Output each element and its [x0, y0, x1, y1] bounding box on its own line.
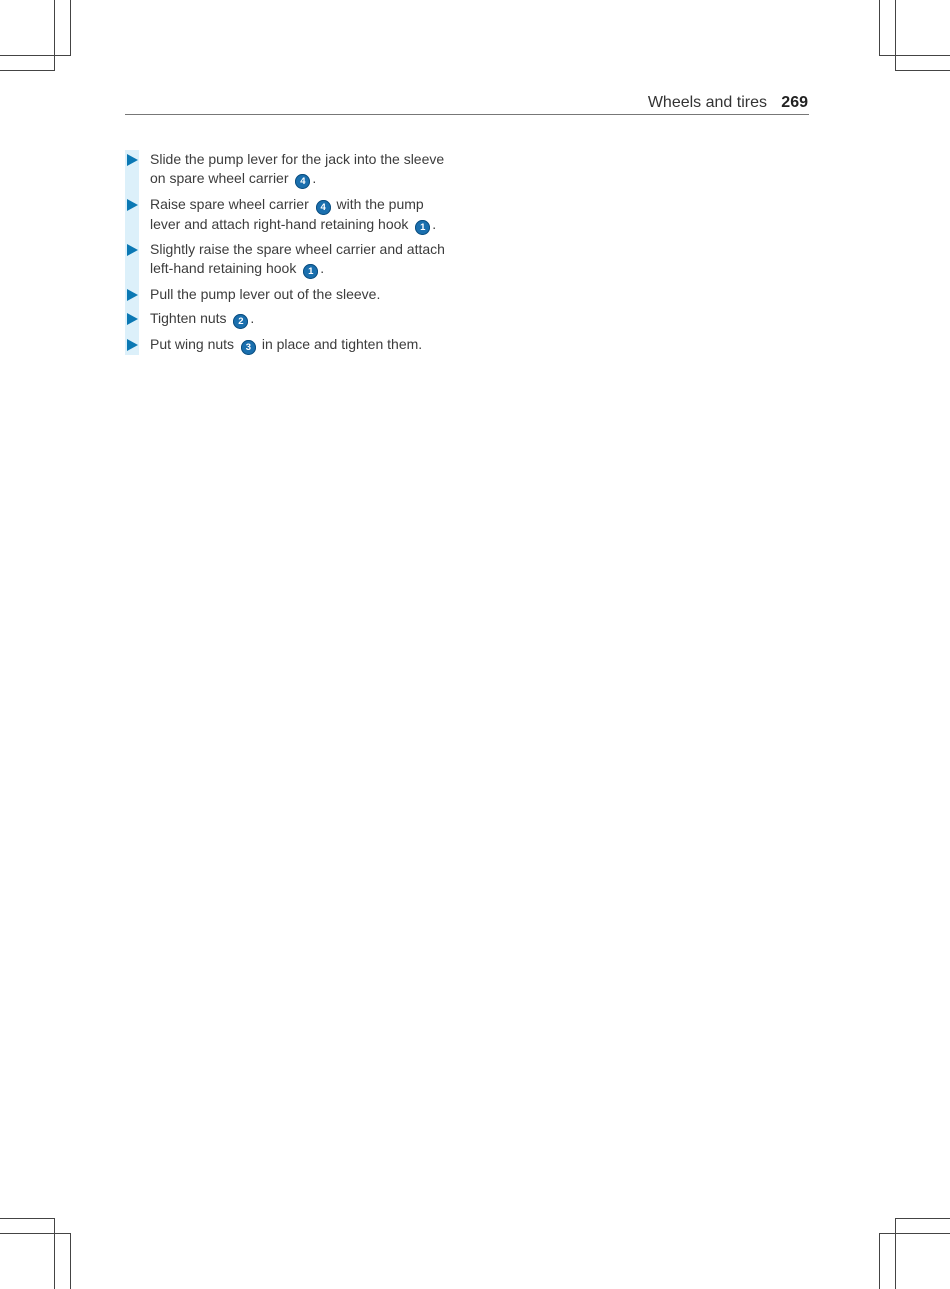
triangle-right-icon	[127, 154, 138, 166]
instruction-steps	[125, 150, 455, 360]
section-title: Wheels and tires	[647, 94, 767, 111]
crop-mark-bottom-right-horizontal-outer	[879, 1233, 950, 1234]
step-text: Tighten nuts 2 .	[150, 310, 255, 327]
triangle-right-icon	[127, 289, 138, 301]
instruction-step	[125, 335, 455, 355]
callout-number-icon: 1	[303, 264, 318, 279]
crop-mark-top-left-horizontal	[0, 55, 71, 56]
crop-mark-bottom-left-vertical	[54, 1218, 55, 1289]
instruction-step	[125, 195, 455, 235]
running-header	[125, 92, 809, 115]
callout-number-icon: 1	[415, 220, 430, 235]
step-text: Raise spare wheel carrier 4 with the pump lever and attach right-hand retaining hook 1 .	[150, 195, 437, 233]
crop-mark-bottom-left-vertical-outer	[70, 1234, 71, 1289]
crop-mark-bottom-right-horizontal	[895, 1218, 950, 1219]
instruction-step	[125, 240, 455, 279]
page-number: 269	[781, 94, 808, 111]
step-text: Pull the pump lever out of the sleeve.	[150, 285, 381, 302]
instruction-step	[125, 150, 455, 189]
step-text: Slightly raise the spare wheel carrier and attach left-hand retaining hook 1 .	[150, 241, 445, 277]
step-text: Put wing nuts 3 in place and tighten them.	[150, 335, 423, 353]
step-text: Slide the pump lever for the jack into the sleeve on spare wheel carrier 4 .	[150, 151, 445, 187]
callout-number-icon: 2	[233, 314, 248, 329]
triangle-right-icon	[127, 313, 138, 325]
crop-mark-top-right-horizontal-outer	[895, 70, 950, 71]
triangle-right-icon	[127, 244, 138, 256]
crop-mark-top-left-vertical-outer	[70, 0, 71, 55]
crop-mark-bottom-right-vertical-outer	[879, 1234, 880, 1289]
instruction-step	[125, 285, 455, 304]
crop-mark-top-left-horizontal-outer	[0, 70, 55, 71]
instruction-step	[125, 309, 455, 329]
crop-mark-top-left-vertical	[54, 0, 55, 71]
crop-mark-bottom-left-horizontal-outer	[0, 1233, 71, 1234]
callout-number-icon: 4	[316, 200, 331, 215]
triangle-right-icon	[127, 339, 138, 351]
triangle-right-icon	[127, 199, 138, 211]
crop-mark-bottom-left-horizontal	[0, 1218, 55, 1219]
crop-mark-bottom-right-vertical	[895, 1218, 896, 1289]
crop-mark-top-right-vertical-outer	[879, 0, 880, 55]
callout-number-icon: 4	[295, 174, 310, 189]
crop-mark-top-right-vertical	[895, 0, 896, 71]
callout-number-icon: 3	[241, 340, 256, 355]
crop-mark-top-right-horizontal	[879, 55, 950, 56]
